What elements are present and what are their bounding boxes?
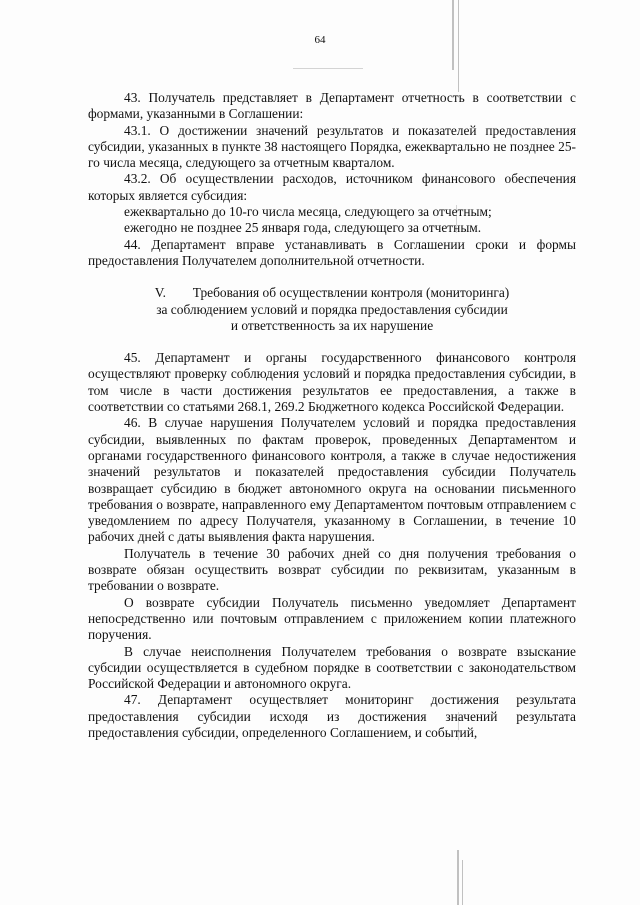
paragraph-quarterly: ежеквартально до 10-го числа месяца, следующего за отчетным; (124, 204, 492, 220)
document-body (88, 90, 576, 741)
paragraph-46: 46. В случае нарушения Получателем условий и порядка предоставления субсидии, выявленных по фактам проверок, проведенных Департаментом и органами государственного финансового контроля, а также в случае недостижения значений результатов и показателей предоставления субсидии Получатель возвращает субсидию в бюджет автономного округа на основании письменного требования о возврате, направленного ему Департаментом почтовым отправлением с уведомлением по адресу Получателя, указанному в Соглашении, в течение 10 рабочих дней с даты выявления факта нарушения. (88, 415, 576, 545)
paragraph-return-notice: О возврате субсидии Получатель письменно уведомляет Департамент непосредственно или почтовым отправлением с приложением копии платежного поручения. (88, 594, 576, 643)
paragraph-45: 45. Департамент и органы государственного финансового контроля осуществляют проверку соблюдения условий и порядка предоставления субсидии, в том числе в части достижения результатов ее предоставления, а также в соответствии со статьями 268.1, 269.2 Бюджетного кодекса Российской Федерации. (88, 350, 576, 415)
section-heading (88, 285, 576, 334)
paragraph-47: 47. Департамент осуществляет мониторинг достижения результата предоставления субсидии исходя из достижения значений результата предоставления субсидии, определенного Соглашением, и событий, (88, 692, 576, 740)
paragraph-44: 44. Департамент вправе устанавливать в Соглашении сроки и формы предоставления Получателем дополнительной отчетности. (88, 236, 576, 268)
page-number: 64 (314, 34, 326, 46)
paragraph-enforcement: В случае неисполнения Получателем требования о возврате взыскание субсидии осуществляется в судебном порядке в соответствии с законодательством Российской Федерации и автономного округа. (88, 643, 576, 692)
paragraph-43-1: 43.1. О достижении значений результатов и показателей предоставления субсидии, указанных в пункте 38 настоящего Порядка, ежеквартально не позднее 25-го числа месяца, следующего за отчетным кварталом. (88, 122, 576, 171)
scan-mark (293, 68, 363, 69)
scan-mark (462, 860, 463, 905)
section-heading-line-3: и ответственность за их нарушение (230, 317, 434, 333)
paragraph-43-2: 43.2. Об осуществлении расходов, источником финансового обеспечения которых является субсидия: (88, 171, 576, 203)
section-heading-line-2: за соблюдением условий и порядка предоставления субсидии (156, 301, 508, 317)
section-heading-line-1: V. Требования об осуществлении контроля (мониторинга) (154, 285, 510, 301)
paragraph-annually: ежегодно не позднее 25 января года, следующего за отчетным. (124, 220, 482, 236)
scan-mark (457, 850, 459, 905)
paragraph-return-deadline: Получатель в течение 30 рабочих дней со дня получения требования о возврате обязан осуществить возврат субсидии по реквизитам, указанным в требовании о возврате. (88, 545, 576, 594)
paragraph-43: 43. Получатель представляет в Департамент отчетность в соответствии с формами, указанными в Соглашении: (88, 90, 576, 122)
scan-mark (458, 0, 459, 92)
